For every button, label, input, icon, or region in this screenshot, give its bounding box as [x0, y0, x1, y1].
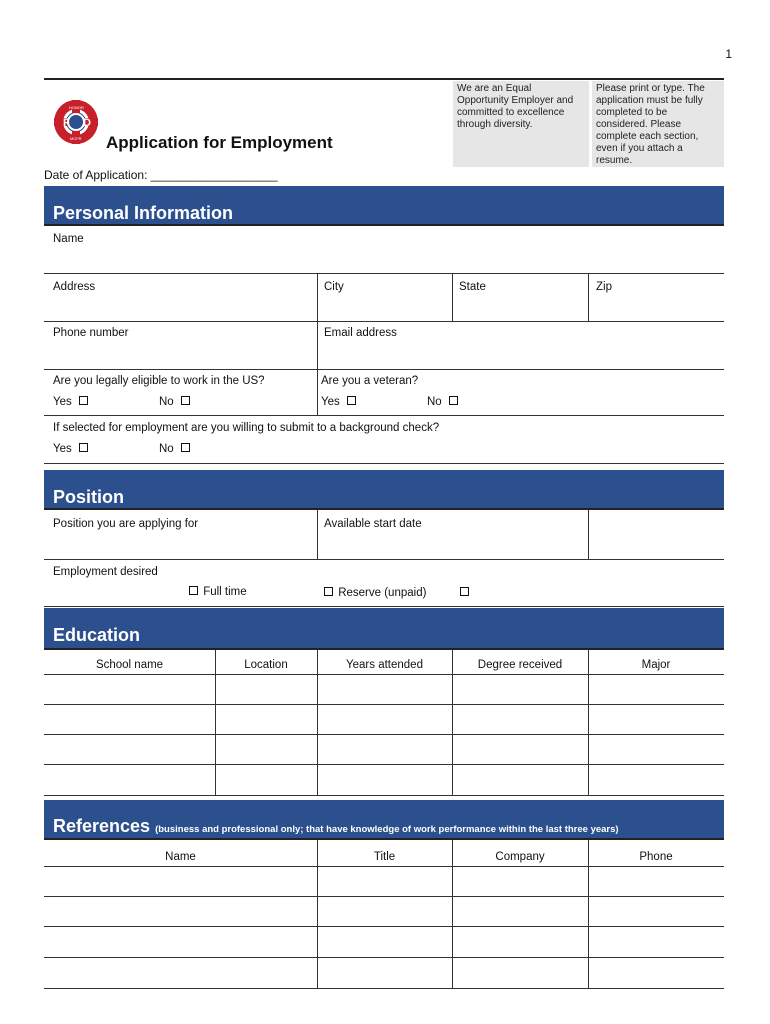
divider — [44, 606, 724, 607]
eligible-no-label: No — [159, 396, 174, 408]
veteran-yes-option[interactable] — [321, 396, 356, 408]
fire-department-logo — [52, 98, 100, 146]
logo-text-top: HONOR — [69, 105, 84, 110]
edu-col-major: Major — [641, 659, 671, 671]
page-number: 1 — [725, 47, 732, 61]
divider — [317, 840, 318, 988]
divider — [588, 840, 589, 988]
page-title: Application for Employment — [106, 133, 333, 152]
divider — [588, 650, 589, 795]
name-field[interactable] — [44, 228, 724, 273]
table-row — [44, 988, 724, 989]
reserve-checkbox[interactable] — [324, 587, 333, 596]
table-row — [44, 674, 724, 675]
education-heading: Education — [53, 625, 141, 645]
references-band — [44, 800, 724, 838]
references-heading: References — [53, 816, 151, 836]
eligible-yes-checkbox[interactable] — [79, 396, 88, 405]
date-of-application-field[interactable]: Date of Application: ___________________ — [44, 168, 278, 182]
divider — [317, 510, 318, 559]
references-note: (business and professional only; that have knowledge of work performance within the last three years) — [155, 824, 619, 835]
eligible-no-checkbox[interactable] — [181, 396, 190, 405]
table-row — [44, 896, 724, 897]
employment-desired-label: Employment desired — [53, 566, 158, 578]
zip-label: Zip — [596, 281, 612, 293]
background-yes-checkbox[interactable] — [79, 443, 88, 452]
logo-letter-d: D — [83, 117, 91, 129]
table-row — [44, 704, 724, 705]
divider — [317, 650, 318, 795]
background-yes-option[interactable] — [53, 443, 88, 455]
full-time-label: Full time — [203, 586, 247, 598]
table-row — [44, 957, 724, 958]
reserve-label: Reserve (unpaid) — [338, 587, 427, 599]
reserve-option[interactable] — [324, 587, 426, 599]
divider — [588, 273, 589, 321]
background-no-option[interactable] — [159, 443, 190, 455]
divider — [452, 840, 453, 988]
logo-letter-f: F — [63, 117, 70, 129]
other-checkbox[interactable] — [460, 587, 469, 596]
other-option[interactable] — [460, 587, 469, 599]
table-row — [44, 764, 724, 765]
position-underline — [44, 508, 724, 510]
ref-col-company: Company — [495, 851, 545, 863]
table-row — [44, 734, 724, 735]
references-underline — [44, 838, 724, 840]
full-time-option[interactable] — [189, 586, 247, 598]
divider — [44, 321, 724, 322]
ref-col-title: Title — [373, 851, 396, 863]
divider — [44, 559, 724, 560]
position-band — [44, 470, 724, 508]
divider — [452, 650, 453, 795]
background-check-question: If selected for employment are you willing to submit to a background check? — [53, 422, 440, 434]
edu-col-school: School name — [95, 659, 164, 671]
eligibility-question: Are you legally eligible to work in the US? — [53, 375, 265, 387]
veteran-no-checkbox[interactable] — [449, 396, 458, 405]
edu-col-degree: Degree received — [477, 659, 563, 671]
state-label: State — [459, 281, 486, 293]
veteran-question: Are you a veteran? — [321, 375, 419, 387]
divider — [317, 369, 318, 415]
equal-opportunity-notice: We are an Equal Opportunity Employer and committed to excellence through diversity. — [453, 81, 589, 167]
eligible-yes-label: Yes — [53, 396, 72, 408]
full-time-checkbox[interactable] — [189, 586, 198, 595]
divider — [452, 273, 453, 321]
personal-info-band — [44, 186, 724, 224]
veteran-no-label: No — [427, 396, 442, 408]
divider — [44, 273, 724, 274]
divider — [317, 273, 318, 321]
veteran-yes-checkbox[interactable] — [347, 396, 356, 405]
instructions-notice: Please print or type. The application must be fully completed to be considered. Please complete each section, even if you attach a resume. — [592, 81, 724, 167]
veteran-no-option[interactable] — [427, 396, 458, 408]
table-row — [44, 926, 724, 927]
eligible-yes-option[interactable] — [53, 396, 88, 408]
email-label: Email address — [324, 327, 397, 339]
position-applying-label: Position you are applying for — [53, 518, 199, 530]
divider — [44, 369, 724, 370]
city-label: City — [324, 281, 344, 293]
logo-text-bottom: MCFR — [70, 136, 82, 141]
education-band — [44, 608, 724, 648]
name-label: Name — [53, 233, 84, 245]
table-row — [44, 795, 724, 796]
veteran-yes-label: Yes — [321, 396, 340, 408]
personal-info-heading: Personal Information — [53, 203, 234, 223]
start-date-label: Available start date — [324, 518, 422, 530]
ref-col-phone: Phone — [639, 851, 673, 863]
personal-info-underline — [44, 224, 724, 226]
background-no-checkbox[interactable] — [181, 443, 190, 452]
header-rule — [44, 78, 724, 80]
position-heading: Position — [53, 487, 124, 507]
divider — [44, 415, 724, 416]
ref-col-name: Name — [165, 851, 196, 863]
divider — [588, 510, 589, 559]
table-row — [44, 866, 724, 867]
education-underline — [44, 648, 724, 650]
eligible-no-option[interactable] — [159, 396, 190, 408]
divider — [44, 463, 724, 464]
phone-label: Phone number — [53, 327, 129, 339]
edu-col-location: Location — [244, 659, 288, 671]
background-yes-label: Yes — [53, 443, 72, 455]
edu-col-years: Years attended — [346, 659, 423, 671]
divider — [317, 321, 318, 369]
background-no-label: No — [159, 443, 174, 455]
divider — [215, 650, 216, 795]
address-label: Address — [53, 281, 96, 293]
